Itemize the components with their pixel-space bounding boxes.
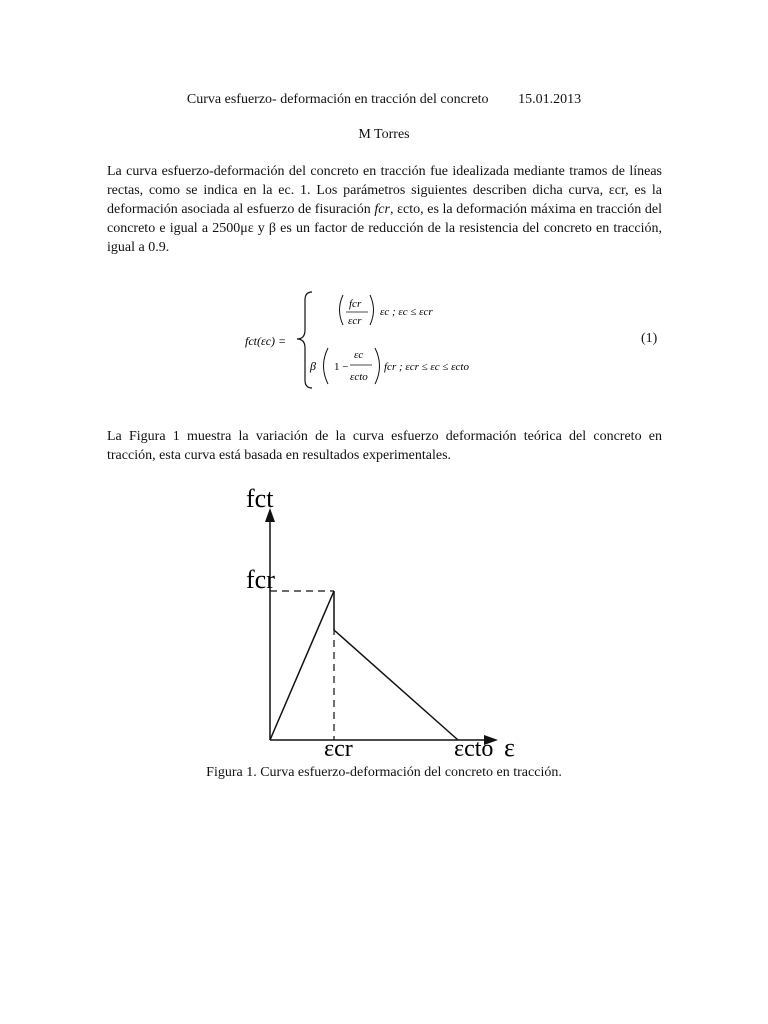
eps-cr-symbol: εcr, [608, 183, 629, 198]
intro-paragraph [107, 162, 662, 257]
y-axis-label: fct [246, 484, 274, 513]
case2-beta: β [310, 359, 316, 373]
intro-text-2: es la deformación asociada al esfuerzo de fisuración [107, 183, 662, 217]
intro-sep: , [389, 202, 398, 217]
figure-caption: Figura 1. Curva esfuerzo-deformación del concreto en tracción. [206, 765, 562, 780]
author-name: M Torres [358, 127, 410, 142]
x-axis-label: ε [504, 733, 515, 762]
case2-one-minus: 1 − [334, 361, 349, 373]
document-date: 15.01.2013 [518, 92, 582, 107]
case1-frac-num: fcr [349, 298, 362, 310]
descending-branch [334, 630, 458, 740]
fcr-axis-label: fcr [246, 565, 275, 594]
equation-1 [240, 288, 670, 393]
case2-left-paren [324, 348, 329, 384]
case1-condition: εc ; εc ≤ εcr [380, 306, 433, 318]
equation-number: (1) [641, 331, 658, 346]
case1-left-paren [340, 295, 344, 325]
stress-strain-figure [236, 480, 536, 765]
figure-intro-paragraph: La Figura 1 muestra la variación de la curva esfuerzo deformación teórica del concreto en tracción, esta curva está basada en resultados experimentales. [107, 429, 662, 463]
intro-text-3: , es la deformación máxima en tracción del concreto e igual a 2500με y β es un factor de reducción de la resistencia del concreto en tracción, igual a 0.9. [107, 202, 663, 255]
case2-condition: fcr ; εcr ≤ εc ≤ εcto [384, 361, 469, 373]
case1-frac-den: εcr [348, 315, 362, 327]
fcr-symbol: fcr [374, 202, 390, 217]
case2-frac-num: εc [354, 349, 364, 361]
intro-text-1: La curva esfuerzo-deformación del concreto en tracción fue idealizada mediante tramos de líneas rectas, como se indica en la ec. 1. Los parámetros siguientes describen dicha curva, [107, 164, 662, 198]
eps-cr-label: εcr [324, 736, 353, 762]
equation-lhs: fct(εc) = [245, 334, 287, 348]
case2-frac-den: εcto [350, 371, 368, 383]
document-header [0, 92, 768, 108]
eps-cto-label: εcto [454, 736, 494, 762]
ascending-branch [270, 591, 334, 740]
case1-right-paren [370, 295, 374, 325]
case2-right-paren [375, 348, 380, 384]
eps-cto-symbol: εcto [397, 202, 421, 217]
document-title: Curva esfuerzo- deformación en tracción del concreto [186, 92, 489, 107]
equation-brace [297, 292, 312, 388]
